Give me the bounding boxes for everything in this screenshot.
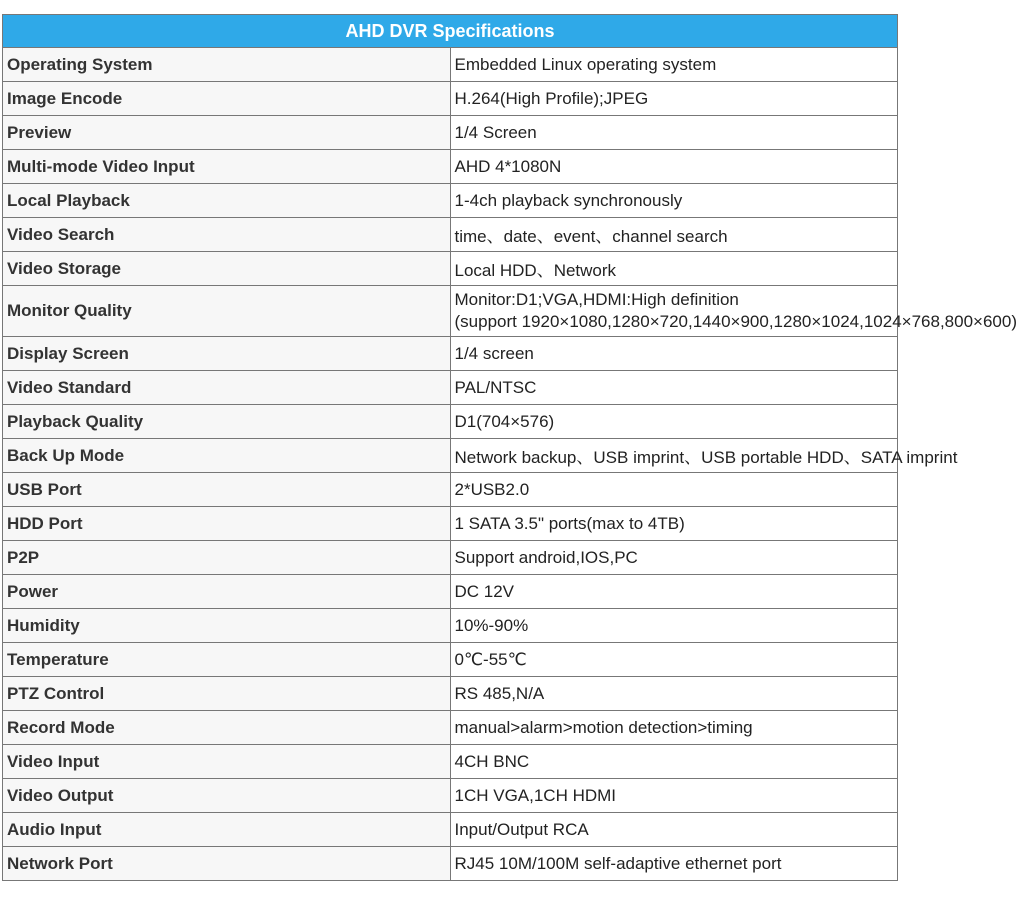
- table-row: [3, 184, 898, 218]
- table-row: [3, 711, 898, 745]
- table-row: [3, 439, 898, 473]
- table-row: [3, 541, 898, 575]
- spec-value: AHD 4*1080N: [450, 150, 898, 184]
- spec-value: 1CH VGA,1CH HDMI: [450, 779, 898, 813]
- table-row: [3, 507, 898, 541]
- spec-value: D1(704×576): [450, 405, 898, 439]
- spec-label: Multi-mode Video Input: [3, 150, 451, 184]
- spec-label: Image Encode: [3, 82, 451, 116]
- table-row: [3, 813, 898, 847]
- spec-label: Video Standard: [3, 371, 451, 405]
- spec-value: 1 SATA 3.5" ports(max to 4TB): [450, 507, 898, 541]
- spec-label: Humidity: [3, 609, 451, 643]
- spec-label: Video Output: [3, 779, 451, 813]
- spec-value: 10%-90%: [450, 609, 898, 643]
- table-row: [3, 745, 898, 779]
- table-row: [3, 48, 898, 82]
- table-row: [3, 82, 898, 116]
- table-row: [3, 150, 898, 184]
- spec-label: Power: [3, 575, 451, 609]
- spec-label: Network Port: [3, 847, 451, 881]
- table-row: [3, 643, 898, 677]
- spec-label: Back Up Mode: [3, 439, 451, 473]
- spec-value: H.264(High Profile);JPEG: [450, 82, 898, 116]
- table-header-row: [3, 15, 898, 48]
- table-row: [3, 405, 898, 439]
- spec-label: Video Search: [3, 218, 451, 252]
- spec-value: 2*USB2.0: [450, 473, 898, 507]
- spec-table: [2, 14, 1017, 881]
- spec-value: [450, 286, 1017, 337]
- table-title: AHD DVR Specifications: [3, 15, 898, 48]
- spec-value: Input/Output RCA: [450, 813, 898, 847]
- spec-value: 1/4 screen: [450, 337, 898, 371]
- spec-value: 1-4ch playback synchronously: [450, 184, 898, 218]
- spec-label: USB Port: [3, 473, 451, 507]
- spec-value: time、date、event、channel search: [450, 218, 898, 252]
- spec-value: RJ45 10M/100M self-adaptive ethernet port: [450, 847, 898, 881]
- spec-value: Support android,IOS,PC: [450, 541, 898, 575]
- table-row: [3, 371, 898, 405]
- spec-value: manual>alarm>motion detection>timing: [450, 711, 898, 745]
- spec-label: HDD Port: [3, 507, 451, 541]
- table-row: [3, 677, 898, 711]
- spec-label: PTZ Control: [3, 677, 451, 711]
- spec-label: Playback Quality: [3, 405, 451, 439]
- spec-label: Local Playback: [3, 184, 451, 218]
- spec-value-line: Monitor:D1;VGA,HDMI:High definition: [454, 290, 739, 309]
- spec-label: Audio Input: [3, 813, 451, 847]
- spec-label: Preview: [3, 116, 451, 150]
- spec-value: RS 485,N/A: [450, 677, 898, 711]
- spec-value: Embedded Linux operating system: [450, 48, 898, 82]
- spec-value: 0℃-55℃: [450, 643, 898, 677]
- table-row: [3, 252, 898, 286]
- spec-label: P2P: [3, 541, 451, 575]
- spec-label: Display Screen: [3, 337, 451, 371]
- table-row: [3, 575, 898, 609]
- table-row: [3, 609, 898, 643]
- spec-label: Record Mode: [3, 711, 451, 745]
- spec-value: DC 12V: [450, 575, 898, 609]
- table-row: [3, 473, 898, 507]
- table-row: [3, 218, 898, 252]
- table-row: [3, 337, 898, 371]
- spec-label: Monitor Quality: [3, 286, 451, 337]
- spec-label: Video Input: [3, 745, 451, 779]
- table-row: [3, 286, 898, 337]
- table-row: [3, 779, 898, 813]
- table-row: [3, 847, 898, 881]
- spec-value: Network backup、USB imprint、USB portable HDD、SATA imprint: [450, 439, 898, 473]
- spec-value: 4CH BNC: [450, 745, 898, 779]
- table-row: [3, 116, 898, 150]
- spec-value: Local HDD、Network: [450, 252, 898, 286]
- spec-value-line: (support 1920×1080,1280×720,1440×900,1280×1024,1024×768,800×600): [454, 312, 1017, 331]
- spec-label: Operating System: [3, 48, 451, 82]
- spec-value: PAL/NTSC: [450, 371, 898, 405]
- spec-label: Temperature: [3, 643, 451, 677]
- spec-label: Video Storage: [3, 252, 451, 286]
- spec-value: 1/4 Screen: [450, 116, 898, 150]
